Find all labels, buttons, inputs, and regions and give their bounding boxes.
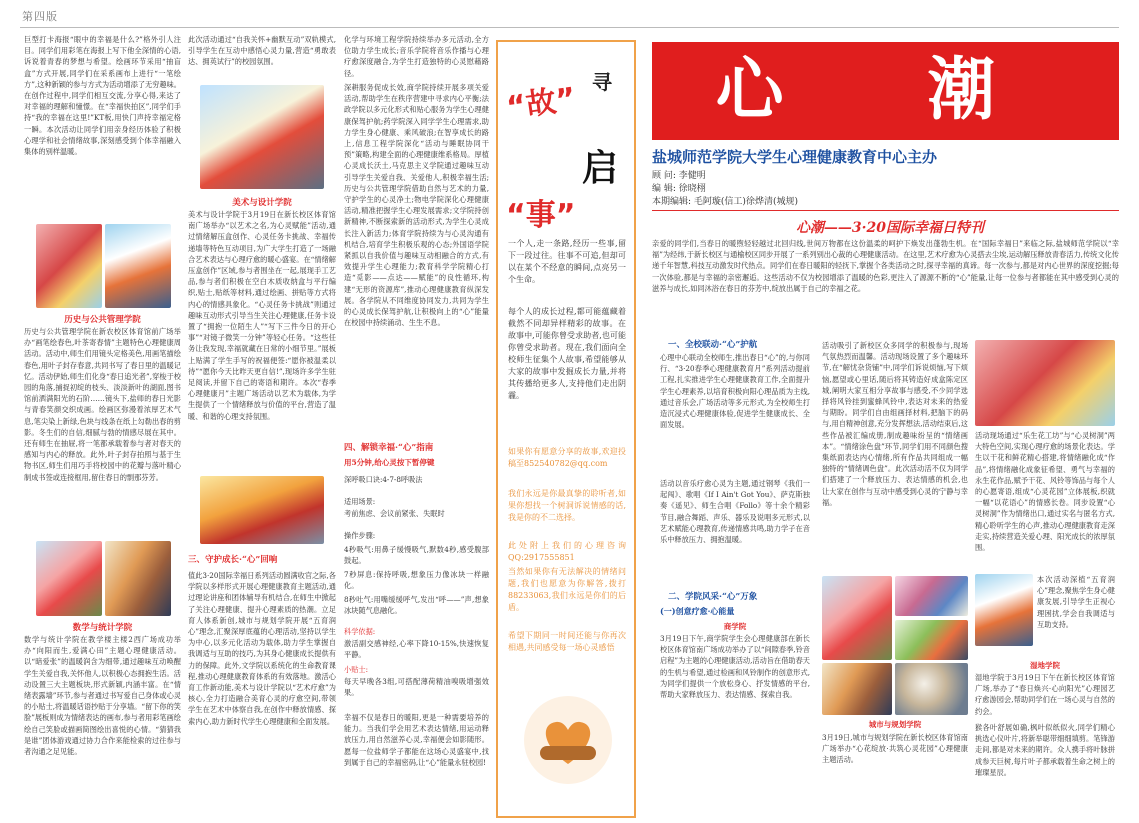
scene-label: 适用场景:	[344, 497, 376, 506]
section-art: 美术与设计学院	[232, 198, 292, 208]
story-title-xun: 寻	[592, 70, 612, 94]
story-p5: 此处附上我们的心理咨询QQ:2917555851	[508, 541, 626, 562]
masthead-subtitle: 盐城师范学院大学生心理健康教育中心主办	[652, 148, 938, 166]
col2-s3: 值此3·20国际幸福日系列活动圆满收官之际,各学院以多样形式开展心理健康教育主题活动,通过理论讲座和团体辅导有机结合,在师生中掀起了关注心理健康、提升心理素质的热潮。立足育人体系新创,城市与规划学院开展“五育润心”理念,汇聚深厚底蕴的心理活动,坚持以学生为中心,以多元化活动为载体,助力学生掌握自我调适与互助的技巧,为其身心健康成长提供有力的保障。此外,文学院以系统化的生命教育课程,推动心理健康教育体系的有效落地。激活心育工作新动能,美术与设计学院以“艺术疗愈”为核心,全力打造融合美育心灵的疗愈空间,带领学生在艺术中体察自我,在创作中释放情感、探索内心,助力新时代学生心理健康和全面发展。	[188, 571, 336, 726]
school-urban: 城市与规划学院	[868, 720, 922, 729]
photo-right-a	[975, 340, 1115, 426]
section-3: 三、守护成长·“心”回响	[188, 555, 278, 565]
photo-right-d	[895, 576, 968, 616]
step-2: 7秒屏息:保持呼吸,想象压力像冰块一样融化。	[344, 570, 489, 591]
story-p3: 如果你有愿意分享的故事,欢迎投稿至852540782@qq.com	[508, 447, 626, 468]
s1-body-b: 活动以音乐疗愈心灵为主题,通过钢琴《我们一起闯》、歌唱《If I Ain't Got You》、萨克斯独奏《遥见》、师生合唱《Follo》等十余个精彩节目,融合舞蹈、声乐、器乐及说唱多元形式,以艺术赋能心理教育,传递情感共鸣,助力学子在音乐中释放压力、拥抱温暖。	[660, 479, 810, 545]
right-col-body: 活动现场通过“乐生花工坊”与“心灵树洞”两大特色空间,实现心理疗愈的场景化表达。学生以干花和鲜花精心搭建,将情绪融化成“作品”,将情绪融化成象征希望、勇气与幸福的永生花作品,赋予干花、风铃等饰品与每个人的心愿寄语,组成“心灵花园”立体展板,织就一幅“以花语心”的情感长卷。同步设置“心灵树洞”作为情绪出口,通过实名与匿名方式,精心聆听学生的心声,推动心理健康教育走深走实,持续营造关爱心理、阳光成长的浓厚氛围。	[975, 431, 1115, 553]
steps-label: 操作步骤:	[344, 531, 376, 540]
step-1: 4秒吸气:用鼻子缓慢吸气,默数4秒,感受腹部鼓起。	[344, 545, 489, 566]
school-business: 商学院	[723, 622, 747, 631]
photo-right-f	[822, 663, 892, 715]
page-number: 第四版	[22, 10, 58, 23]
story-title-gu: “故”	[504, 81, 579, 126]
breath-title: 深呼吸口诀:4-7-8呼吸法	[344, 475, 423, 484]
tip-text: 每天早晚各3组,可搭配薄荷精油嗅吸增强效果。	[344, 677, 489, 698]
col1-intro: 巨型打卡海报“眼中的幸福是什么?”格外引人注目。同学们用彩笔在海报上写下他全深情的心语,诉说着青春的梦想与希望。绘画环节采用“抽盲盒”方式开展,同学们在采系画布上进行“一笔绘方”,这种新颖的参与方式为活动增添了无穷趣味。在创作过程中,同学们相互交流,分享心得,来达了对幸福的理解和憧憬。在“幸福快拍区”,同学们手持“我的幸福在这里!”KT板,用快门声持幸福定格一瞬。本次活动让同学们用亲身经历体验了积极心理学和社会情绪故事,深刻感受到个体幸福融入集体的别样温暖。	[24, 35, 181, 157]
photo-col1-d	[105, 541, 171, 616]
scene-value: 考前焦虑、会议前紧张、失眠时	[344, 509, 445, 518]
col3-p2: 深耕服务促成长效,商学院持续开展多项关爱活动,帮助学生在秩序营建中寻求内心平衡;法政学院以多元化形式和贴心服务为学生心理健康保驾护航;药学院深入同学学生心理需求,助力学生身心健康、乘风破浪;在智享成长的路上,信息工程学院深化“活动与睡眠协同干预”策略,构建全面的心理健康维系格局。厚植心灵成长沃土,马克思主义学院通过趣味互动引导学生关爱自我、关爱他人,积极幸福生活;历史与公共管理学院借助自然与艺术的力量,守护学生的心灵净土;物电学院深化心理健康活动,精准把握学生心理发展需求;文学院持创新精神,不断探索新的活动形式,为学生心灵成长注入新活力;体育学院持续为与心灵沟通有机结合,培育学生积极乐观的心态;外国语学院紧抓以自我价值与趣味互动相融合的方式,有效提升学生心理能力;教育科学学院精心打造“觅影——点达——赋能”的良性循环,构建“无形的资源库”,推动心理健康教育纵深发展。各学院从不同维度协同发力,共同为学生的心灵成长保驾护航,让积极向上的“心”能量在校园中持续涌动、生生不息。	[344, 83, 489, 328]
s2b-body: 3月19日,城市与规划学院在新长校区体育馆南广场举办“心花绽放·共筑心灵花园”心理健康主题活动。	[822, 733, 968, 765]
staff-editor-label: 编 辑:	[652, 184, 676, 194]
photo-right-c	[822, 576, 892, 660]
section-2a: (一)创意疗愈·心能量	[660, 606, 735, 616]
section-4: 四、解锁幸福·“心”指南	[344, 443, 434, 453]
photo-col1-c	[36, 541, 102, 616]
staff-adviser-label: 顾 问:	[652, 171, 676, 181]
top-rule	[20, 27, 1119, 28]
banner-rule	[652, 210, 1119, 211]
story-p7: 希望下期同一时间还能与你再次相遇,共同感受每一场心灵感悟	[508, 631, 626, 652]
section-1: 一、全校联动·“心”护航	[668, 340, 758, 350]
story-p4: 我们永远是你最真挚的聆听者,如果你想找一个树洞诉说情感的话,我是你的不二选择。	[508, 489, 626, 522]
lead-paragraph: 亲爱的同学们,当春日的暖煦轻轻越过北回归线,世间万物都在这份温柔的呵护下焕发出蓬勃生机。在“国际幸福日”来临之际,盐城师范学院以“幸福”为经纬,于新长校区与通榆校区同步开展了一系列别出心裁的心理健康活动。在这里,艺术疗愈为心灵搭去尘埃,运动解压释放青春活力,传统文化传递千年智慧,科技互动激发时代热点。同学们在春日暖阳的轻抚下,掌握个各类活动之时,探寻幸福的真谛。每一次参与,都是对内心世界的深度挖掘;每一次体验,都是与幸福的亲密邂逅。这些活动不仅为校园增添了温暖的色彩,更注入了源源不断的“心”能量,让每一位参与者都能在其中感受到心灵的滋养与成长,如同沐浴在春日的芬芳中,绽放出属于自己的幸福之花。	[652, 239, 1119, 293]
story-title-shi: “事”	[506, 198, 576, 233]
s2c-body: 湿地学院于3月19日下午在新长校区体育馆广场,举办了“春日焕兴·心向阳光”心理园艺疗愈游园会,帮助同学们在一场心灵与自然的约会。	[975, 673, 1115, 716]
section-math: 数学与统计学院	[72, 623, 133, 633]
section-4-sub: 用5分钟,给心灵按下暂停键	[344, 458, 435, 467]
staff-adviser-value: 李健明	[678, 171, 706, 181]
story-p1: 一个人,走一条路,经历一些事,留下一段过往。往事不可追,但却可以在某个不经意的瞬间,点亮另一个生命。	[508, 239, 626, 284]
mid-body: 活动吸引了新校区众多同学的积极参与,现场气氛热烈而温馨。活动现场设置了多个趣味环节,在“解忧杂货铺”中,同学们诉说烦恼,写下烦恼,愿望或心里话,随后将其铸造好成盒陈定区城,阐明大家互相分享故事与感受,不少同学选择将风铃挂到蜜蜂风铃中,表达对未来的热爱与期盼。同学们自由组画择材料,把脑下的码与,用自精神创意,充分发挥想法,活动结束后,这些作品被汇编成册,制成趣味纷呈的“情绪画本”。“情绪涂色盘”环节,同学们用不同颜色搜集纸面表达内心情绪,所有作品共同组成一幅独特的“情绪调色盘”。此次活动活不仅为同学们搭建了一个释放压力、表达情感的机会,也让大家在创作与互动中感受到心灵的宁静与幸福。	[822, 341, 968, 507]
story-p2: 每个人的成长过程,都可能蕴藏着截然不同却异样精彩的故事。在故事中,可能你曾受求助者,也可能你曾受求助者。现在,我们面向全校师生征集个人故事,希望能够从大家的故事中发掘成长力量,并将其传播给更多人,支持他们走出阴霾。	[508, 307, 626, 400]
photo-col1-a	[36, 224, 102, 308]
staff-editor	[652, 181, 706, 194]
special-banner: 心潮——3·20国际幸福日特刊	[795, 220, 985, 236]
photo-col1-b	[105, 224, 171, 308]
photo-right-e	[895, 620, 968, 660]
col3-intro: 化学与环境工程学院持续举办多元活动,全方位助力学生成长;音乐学院将音乐作播与心理疗愈深度融合,为学生打造独特的心灵慰藉路径。	[344, 35, 489, 78]
staff-adviser	[652, 168, 706, 181]
section-2: 二、学院风采·“心”万象	[668, 592, 758, 602]
s2a-body: 3月19日下午,商学院学生会心理健康部在新长校区体育馆南广场成功举办了以“间隙春季,铃音启程”为主题的心理健康活动,活动旨在借助春天的生机与希望,通过检画和风铃制作的创意形式,为同学们提供一个放松身心、抒发情感的平台,帮助大家释放压力、表达情感、探索自我。	[660, 634, 810, 700]
staff-issue	[652, 194, 798, 207]
col3-outro: 幸福不仅是春日的暖阳,更是一种需要培养的能力。当我们学会用艺术表达情绪,用运动释放压力,用自然滋养心灵,幸福便会如影随形。愿每一位盐师学子都能在这场心灵盛宴中,找到属于自己的幸福密码,让“心”能量永驻校园!	[344, 713, 489, 767]
step-3: 8秒吐气:用嘴缓缓呼气,发出“呼——”声,想象冰块随气息融化。	[344, 595, 489, 616]
col2-intro: 此次活动通过“自我关怀+幽默互动”双轨模式,引导学生在互动中感悟心灵力量,营造“勇敢表达、拥英试行”的校园氛围。	[188, 35, 336, 67]
school-wetland: 湿地学院	[1030, 661, 1060, 670]
photo-col2-a	[200, 85, 324, 189]
staff-editor-value: 徐晓栩	[678, 184, 706, 194]
section-history: 历史与公共管理学院	[64, 315, 141, 325]
science-label: 科学依据:	[344, 627, 376, 636]
staff-issue-value: 毛阿璇(信工)徐烨清(城规)	[693, 197, 798, 207]
photo-col2-b	[200, 476, 324, 544]
col2-art: 美术与设计学院于3月19日在新长校区体育馆南广场举办“以艺术之名,为心灵赋能”活动,通过情绪解压盒创作、心灵任务卡挑战、幸福传递墙等特色互动项目,为广大学生打造了一场融合艺术表达与心理疗愈的暖心盛宴。在“情绪解压盒创作”区域,参与者围坐在一起,展现手工艺品,参与者们积极在空白木质收纳盒与平行编织,贴士,贴纸等材料,通过绘画、拼贴等方式将内心的情感具象化。“心灵任务卡挑战”则通过趣味互动形式引导当生关注心理健康,任务卡设置了“拥抱一位陌生人”“写下三件今日的开心事”“对镜子微笑一分钟”等轻心任务。“这些任务让我发现,幸福就藏在日常的小细节里。”展板上贴满了学生手写的祝福便签:“愿你被温柔以待”“愿你今天比昨天更自信!”,现场许多学生驻足阅读,并留下自己的寄语和期许。本次“春季心理健康月”主题广场活动以艺术为载体,为学生提供了一个情绪释放与价值的平台,营造了温暖、和谐的心理支持氛围。	[188, 210, 336, 421]
col1-history: 历史与公共管理学院在新农校区体育馆前广场举办“画笔绘春色,叶茶寄春情”主题特色心理健康周活动。活动中,师生们用镜头定格美色,用画笔描绘春色,用叶子封存春意,共同书写了春日里的温暖记忆。活动伊始,师生们化身“春日追光者”,穿梭于校园的角落,捕捉初绽的枝头、淡淡新叶的湖面,图书馆前洒满阳光的石阶……镜头下,盐师的春日光影与青春笑颜交织成画。绘画区弥漫着浓厚艺术气息,笔尖染上新绿,色块与线条在纸上勾勒出春的剪影。冬生们的自信,细腻与勃的情感尽展在其中。还有师生在抽屉,将一笔都承载着参与者对春天的感知与内心的释放。此外,叶子封存拍照与基于生物书区,师生们用巧手将校园中的花瓣与落叶精心制成书签或连接框用,留住春日的剽那芬芳。	[24, 327, 181, 482]
heart-hands-icon	[522, 694, 614, 786]
photo-right-b	[975, 574, 1033, 646]
photo-right-g	[895, 663, 968, 715]
story-title-qi: 启	[582, 147, 619, 189]
s1-body: 心理中心联动全校师生,推出春日“心”的,与你同行、“3·20春季心理健康教育月”系列活动提前工程,扎实推进学生心理健康教育工作,全面提升学生心理素养,以培育积极向阳心理品质为主线,通过音乐会,广场活动等多元形式,为全校师生打造沉浸式心理健康体验,促进学生健康成长、全面发展。	[660, 353, 810, 430]
tip-label: 小贴士:	[344, 665, 368, 674]
masthead-title: 心 潮	[715, 51, 1056, 130]
science-text: 激活副交感神经,心率下降10-15%,快速恢复平静。	[344, 639, 489, 660]
staff-issue-label: 本期编辑:	[652, 197, 692, 207]
photo-caption: 本次活动深植“五育润心”理念,聚焦学生身心健康发展,引导学生正视心理困扰,学会自我调适与互助支持。	[1037, 575, 1115, 629]
story-p6: 当然如果你有无法解决的情绪问题,我们也愿意为你解答,拨打88233063,我们永远是你们的后盾。	[508, 567, 626, 612]
col1-math: 数学与统计学院在教学楼主楼2西广场成功举办“向阳而生,爱满心田”主题心理健康活动。以“暗爱张”的温暖润含为细带,通过趣味互动唤醒学生关爱自我,关怀他人,以积极心态拥抱生活。活动设置三大主题板块,形式新颖,内涵丰富。在“情绪表露墙”环节,参与者通过书写爱自己身体或心灵的小贴士,将温暖话语抄贴于分享墙。“留下你的笑脸”展板则成为情绪表达的画布,参与者用彩笔画绘绘自己笑脸或描画简图绘出喜悦的心情。“猜猜我是谁”团体游戏通过协力合作来能检索的过往参与者沟通之足见能。	[24, 635, 181, 757]
s2d-body: 猴各叶舒展如确,枫叶似纸似火,同学们精心挑选心仪叶片,将新举聪带细细填剪。笔锋游走间,都是对未来的期许。众人携手将叶脉拼成参天巨树,每片叶子都承载着生命之树上的璀璨星辰。	[975, 723, 1115, 777]
